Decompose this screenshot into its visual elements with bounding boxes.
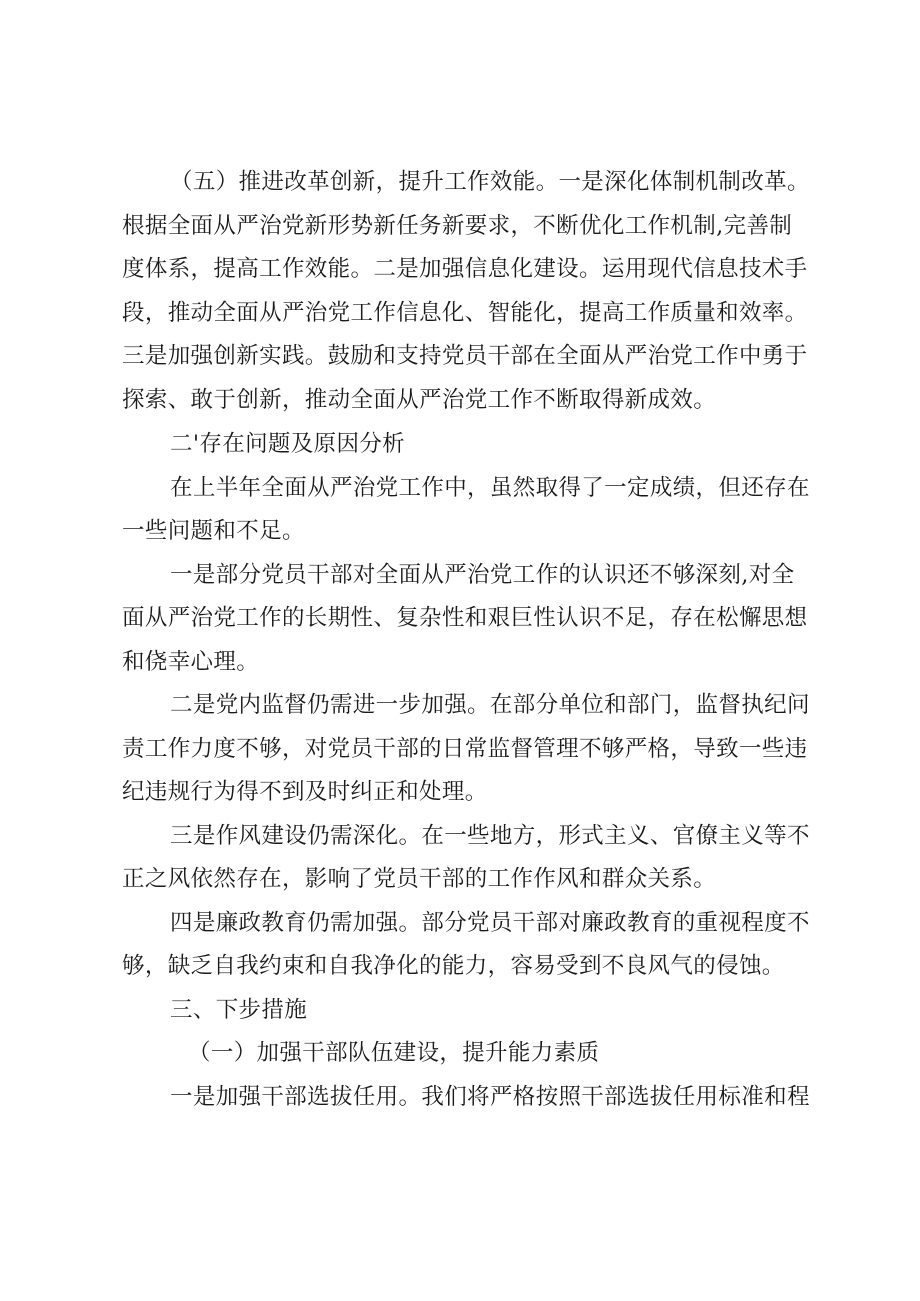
paragraph-line: 三是作风建设仍需深化。在一些地方，形式主义、官僚主义等不 (170, 823, 810, 849)
paragraph-line: 责工作力度不够，对党员干部的日常监督管理不够严格，导致一些违 (122, 736, 808, 762)
paragraph-line: 三是加强创新实践。鼓励和支持党员干部在全面从严治党工作中勇于 (122, 343, 808, 369)
subsection-heading: （一）加强干部队伍建设，提升能力素质 (188, 1040, 600, 1066)
paragraph-line: （五）推进改革创新，提升工作效能。一是深化体制机制改革。 (170, 169, 810, 195)
paragraph-line: 段，推动全面从严治党工作信息化、智能化，提高工作质量和效率。 (122, 300, 808, 326)
paragraph-line: 根据全面从严治党新形势新任务新要求，不断优化工作机制,完善制 (122, 213, 793, 239)
paragraph-line: 一是部分党员干部对全面从严治党工作的认识还不够深刻,对全 (170, 562, 795, 588)
paragraph-line: 二是党内监督仍需进一步加强。在部分单位和部门，监督执纪问 (170, 692, 810, 718)
paragraph-line: 和侥幸心理。 (122, 649, 260, 675)
section-heading: 三、下步措施 (170, 997, 308, 1023)
paragraph-line: 正之风依然存在，影响了党员干部的工作作风和群众关系。 (122, 866, 717, 892)
paragraph-line: 度体系，提高工作效能。二是加强信息化建设。运用现代信息技术手 (122, 256, 808, 282)
paragraph-line: 一些问题和不足。 (122, 518, 305, 544)
paragraph-line: 纪违规行为得不到及时纠正和处理。 (122, 779, 488, 805)
paragraph-line: 一是加强干部选拔任用。我们将严格按照干部选拔任用标准和程 (170, 1084, 810, 1110)
paragraph-line: 够，缺乏自我约束和自我净化的能力，容易受到不良风气的侵蚀。 (122, 953, 785, 979)
paragraph-line: 四是廉政教育仍需加强。部分党员干部对廉政教育的重视程度不 (170, 910, 810, 936)
section-heading: 二'存在问题及原因分析 (170, 431, 406, 457)
paragraph-line: 探索、敢于创新，推动全面从严治党工作不断取得新成效。 (122, 387, 717, 413)
paragraph-line: 面从严治党工作的长期性、复杂性和艰巨性认识不足，存在松懈思想 (122, 605, 808, 631)
paragraph-line: 在上半年全面从严治党工作中，虽然取得了一定成绩，但还存在 (170, 475, 810, 501)
